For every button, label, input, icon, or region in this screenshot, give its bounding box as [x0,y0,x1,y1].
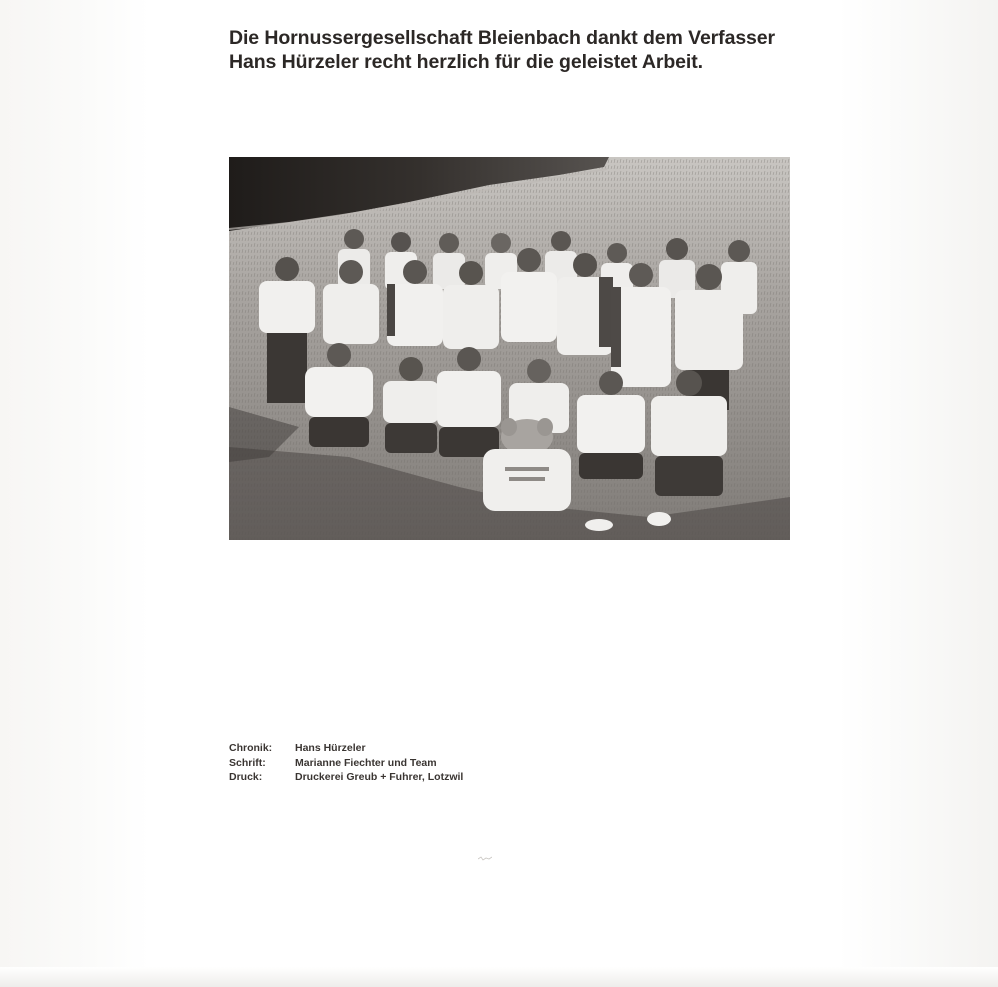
credits-block [229,741,463,785]
credit-value: Druckerei Greub + Fuhrer, Lotzwil [295,771,464,783]
page-heading [229,26,829,74]
scan-edge-left [0,0,150,987]
credit-value: Marianne Fiechter und Team [295,756,437,769]
credit-value: Hans Hürzeler [295,742,366,754]
credit-row-druck [229,770,463,785]
team-group-photo [229,157,790,540]
hat-on-grass [585,519,613,531]
credit-row-schrift [229,756,463,771]
heading-line-1: Die Hornussergesellschaft Bleienbach dankt dem Verfasser [229,27,776,49]
heading-line-2: Hans Hürzeler recht herzlich für die geleistet Arbeit. [229,51,703,73]
credit-row-chronik [229,741,463,756]
credit-label: Druck: [229,771,263,783]
credit-label: Schrift: [229,756,266,769]
credit-label: Chronik: [229,742,273,754]
scan-edge-right [838,0,998,987]
scan-speck [478,856,492,861]
scan-edge-bottom [0,967,998,987]
